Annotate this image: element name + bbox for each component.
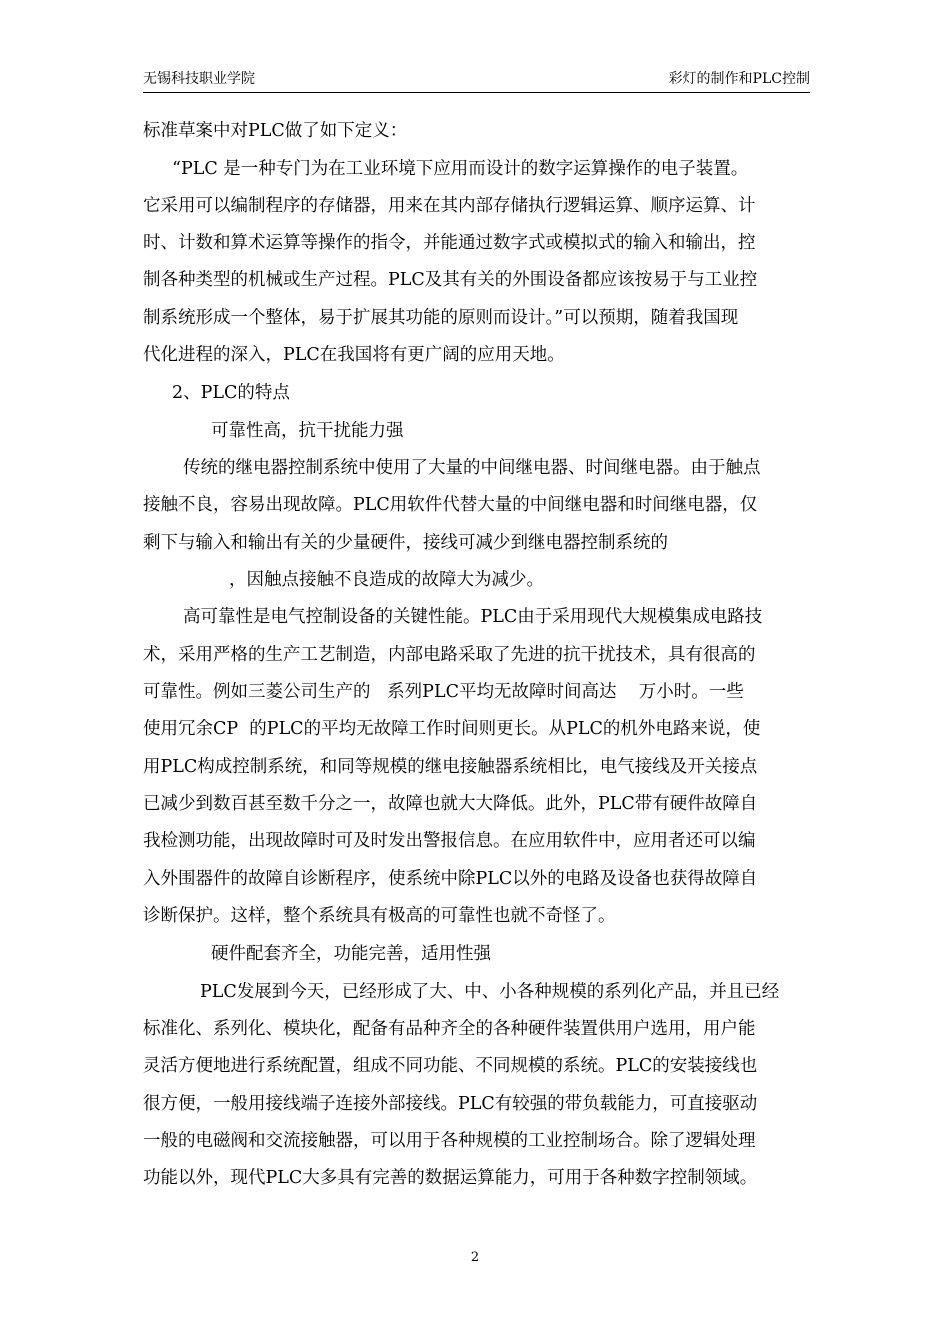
paragraph-line: 术，采用严格的生产工艺制造，内部电路采取了先进的抗干扰技术，具有很高的 bbox=[143, 645, 756, 665]
paragraph-line: ，因触点接触不良造成的故障大为减少。 bbox=[229, 570, 544, 590]
page-number: 2 bbox=[470, 1250, 480, 1265]
paragraph-line: 标准草案中对PLC做了如下定义： bbox=[143, 121, 408, 141]
header-title: 彩灯的制作和PLC控制 bbox=[668, 71, 810, 87]
paragraph-line: 功能以外，现代PLC大多具有完善的数据运算能力，可用于各种数字控制领域。 bbox=[143, 1168, 758, 1188]
paragraph-line: 我检测功能，出现故障时可及时发出警报信息。在应用软件中，应用者还可以编 bbox=[143, 831, 756, 851]
paragraph-line: 代化进程的深入，PLC在我国将有更广阔的应用天地。 bbox=[143, 345, 565, 365]
paragraph-line: 用PLC构成控制系统，和同等规模的继电接触器系统相比，电气接线及开关接点 bbox=[143, 757, 758, 777]
section-heading: 2、PLC的特点 bbox=[172, 383, 290, 403]
paragraph-line: 可靠性。例如三菱公司生产的 系列PLC平均无故障时间高达 万小时。一些 bbox=[143, 682, 744, 702]
page-header bbox=[143, 70, 810, 93]
paragraph-line: 已减少到数百甚至数千分之一，故障也就大大降低。此外，PLC带有硬件故障自 bbox=[143, 794, 758, 814]
paragraph-line: 制系统形成一个整体，易于扩展其功能的原则而设计。”可以预期，随着我国现 bbox=[143, 308, 739, 328]
paragraph-line: 标准化、系列化、模块化，配备有品种齐全的各种硬件装置供用户选用，用户能 bbox=[143, 1019, 756, 1039]
paragraph-line: PLC发展到今天，已经形成了大、中、小各种规模的系列化产品，并且已经 bbox=[200, 982, 780, 1002]
paragraph-line: 它采用可以编制程序的存储器，用来在其内部存储执行逻辑运算、顺序运算、计 bbox=[143, 196, 756, 216]
paragraph-line: 很方便，一般用接线端子连接外部接线。PLC有较强的带负载能力，可直接驱动 bbox=[143, 1094, 758, 1114]
subsection-heading: 可靠性高，抗干扰能力强 bbox=[211, 421, 404, 441]
paragraph-line: 入外围器件的故障自诊断程序，使系统中除PLC以外的电路及设备也获得故障自 bbox=[143, 869, 758, 889]
paragraph-line: 时、计数和算术运算等操作的指令，并能通过数字式或模拟式的输入和输出，控 bbox=[143, 233, 756, 253]
paragraph-line: 接触不良，容易出现故障。PLC用软件代替大量的中间继电器和时间继电器，仅 bbox=[143, 495, 758, 515]
header-institution: 无锡科技职业学院 bbox=[143, 71, 255, 87]
paragraph-line: 传统的继电器控制系统中使用了大量的中间继电器、时间继电器。由于触点 bbox=[183, 458, 761, 478]
paragraph-line: 高可靠性是电气控制设备的关键性能。PLC由于采用现代大规模集成电路技 bbox=[183, 607, 763, 627]
paragraph-line: 使用冗余CP 的PLC的平均无故障工作时间则更长。从PLC的机外电路来说，使 bbox=[143, 719, 761, 739]
paragraph-line: “PLC 是一种专门为在工业环境下应用而设计的数字运算操作的电子装置。 bbox=[172, 159, 749, 179]
paragraph-line: 诊断保护。这样，整个系统具有极高的可靠性也就不奇怪了。 bbox=[143, 906, 616, 926]
paragraph-line: 一般的电磁阀和交流接触器，可以用于各种规模的工业控制场合。除了逻辑处理 bbox=[143, 1131, 756, 1151]
paragraph-line: 灵活方便地进行系统配置，组成不同功能、不同规模的系统。PLC的安装接线也 bbox=[143, 1056, 758, 1076]
paragraph-line: 制各种类型的机械或生产过程。PLC及其有关的外围设备都应该按易于与工业控 bbox=[143, 270, 758, 290]
subsection-heading: 硬件配套齐全，功能完善，适用性强 bbox=[211, 944, 491, 964]
paragraph-line: 剩下与输入和输出有关的少量硬件，接线可减少到继电器控制系统的 bbox=[143, 533, 668, 553]
